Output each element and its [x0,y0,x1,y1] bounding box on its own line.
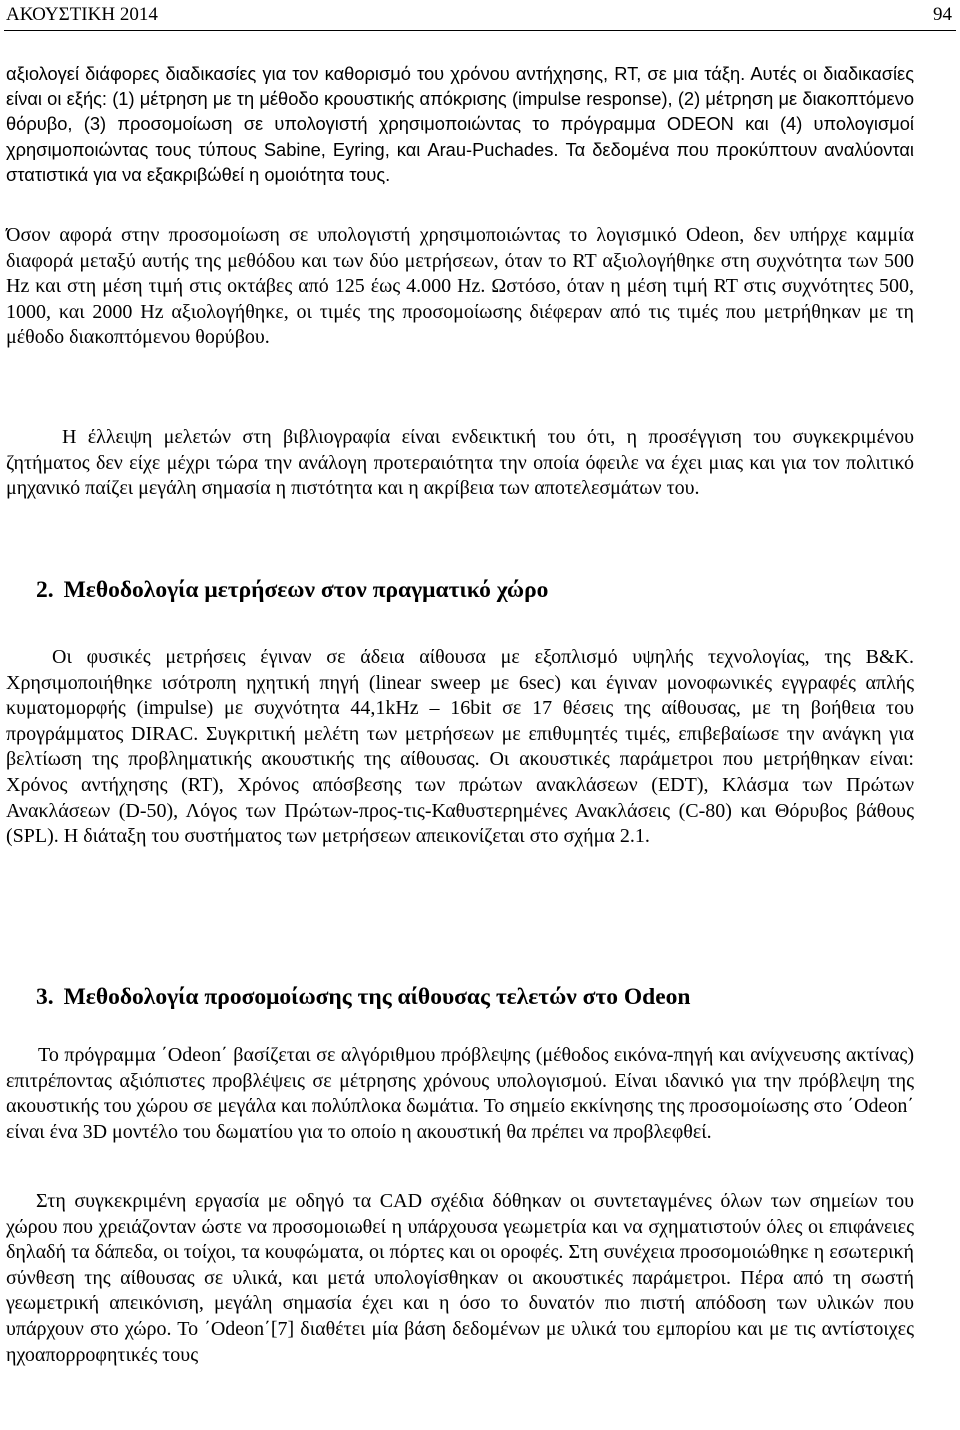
paragraph-literature-gap: Η έλλειψη μελετών στη βιβλιογραφία είναι ενδεικτική του ότι, η προσέγγιση του συγκεκριμένου ζητήματος δεν είχε μέχρι τώρα την ανάλογη προτεραιότητα την οποία όφειλε να έχει μιας και για τον πολιτικό μηχανικό παίζει μεγάλη σημασία η πιστότητα και η ακρίβεια των αποτελεσμάτων του. [6,426,914,500]
paragraph-odeon-comparison: Όσον αφορά στην προσομοίωση σε υπολογιστή χρησιμοποιώντας το λογισμικό Odeon, δεν υπήρχε καμμία διαφορά μεταξύ αυτής της μεθόδου και των δύο μετρήσεων, όταν το RT αξιολογήθηκε στη συχνότητα των 500 Hz και στη μέση τιμή στις οκτάβες από 125 έως 4.000 Hz. Ωστόσο, όταν η μέση τιμή RT στις συχνότητες 500, 1000, και 2000 Hz αξιολογήθηκε, οι τιμές της προσομοίωσης διέφεραν από τις τιμές που μετρήθηκαν με τη μέθοδο διακοπτόμενου θορύβου. [6,224,914,349]
section-number: 2. [36,577,54,603]
header-divider [4,30,956,31]
section-heading-simulation [36,982,691,1012]
page-header [6,2,952,30]
paragraph-cad-geometry: Στη συγκεκριμένη εργασία με οδηγό τα CAD σχέδια δόθηκαν οι συντεταγμένες όλων των σημείων του χώρου που χρειάζονταν ώστε να προσομοιωθεί η υπάρχουσα γεωμετρία και να σχηματιστούν όλες οι επιφάνειες δηλαδή τα δάπεδα, οι τοίχοι, τα κουφώματα, οι πόρτες και οι οροφές. Στη συνέχεια προσομοιώθηκε η εσωτερική σύνθεση της αίθουσας σε υλικά, και μετά υπολογίσθηκαν οι ακουστικές παράμετροι. Πέρα από τη σωστή γεωμετρική απεικόνιση, μεγάλη σημασία έχει και η όσο το δυνατόν πιο πιστή απόδοση των υλικών που υπάρχουν στο χώρο. Το ΄Odeon΄[7] διαθέτει μία βάση δεδομένων με υλικά του εμπορίου και με τις αντίστοιχες ηχοαπορροφητικές τους [6,1190,914,1366]
paragraph-intro-continued: αξιολογεί διάφορες διαδικασίες για τον καθορισμό του χρόνου αντήχησης, RT, σε μια τάξη. Αυτές οι διαδικασίες είναι οι εξής: (1) μέτρηση με τη μέθοδο κρουστικής απόκρισης (impulse response), (2) μέτρηση με διακοπτόμενο θόρυβο, (3) προσομοίωση σε υπολογιστή χρησιμοποιώντας το πρόγραμμα ODEON και (4) υπολογισμοί χρησιμοποιώντας τους τύπους Sabine, Eyring, και Arau-Puchades. Τα δεδομένα που προκύπτουν αναλύονται στατιστικά για να εξακριβώθεί η ομοιότητα τους. [6,63,914,185]
section-title: Μεθοδολογία προσομοίωσης της αίθουσας τελετών στο Odeon [63,984,691,1010]
header-title: ΑΚΟΥΣΤΙΚΗ 2014 [6,4,158,25]
paragraph-measurements: Οι φυσικές μετρήσεις έγιναν σε άδεια αίθουσα με εξοπλισμό υψηλής τεχνολογίας, της B&K. Χρησιμοποιήθηκε ισότροπη ηχητική πηγή (linear sweep με 6sec) και έγιναν μονοφωνικές εγγραφές απλής κυματομορφής (impulse) με συχνότητα 44,1kHz – 16bit σε 17 θέσεις της αίθουσας, με τη βοήθεια του προγράμματος DIRAC. Συγκριτική μελέτη των μετρήσεων με επιθυμητές τιμές, επιβεβαίωσε την ανάγκη για βελτίωση της προβληματικής ακουστικής της αίθουσας. Οι ακουστικές παράμετροι που μετρήθηκαν είναι: Χρόνος αντήχησης (RT), Χρόνος απόσβεσης των πρώτων ανακλάσεων (EDT), Κλάσμα των Πρώτων Ανακλάσεων (D-50), Λόγος των Πρώτων-προς-τις-Καθυστερημένες Ανακλάσεις (C-80) και Θόρυβος βάθους (SPL). Η διάταξη του συστήματος των μετρήσεων απεικονίζεται στο σχήμα 2.1. [6,646,914,848]
section-number: 3. [36,984,54,1010]
page-number: 94 [933,4,952,25]
section-title: Μεθοδολογία μετρήσεων στον πραγματικό χώρο [63,577,549,603]
section-heading-measurements [36,575,548,605]
paragraph-odeon-algorithm: Το πρόγραμμα ΄Odeon΄ βασίζεται σε αλγόριθμου πρόβλεψης (μέθοδος εικόνα-πηγή και ανίχνευσης ακτίνας) επιτρέποντας αξιόπιστες προβλέψεις σε μέτρησης χρόνους υπολογισμού. Είναι ιδανικό για την πρόβλεψη της ακουστικής του χώρου σε μεγάλα και πολύπλοκα δωμάτια. Το σημείο εκκίνησης της προσομοίωσης στο ΄Odeon΄ είναι ένα 3D μοντέλο του δωματίου για το οποίο η ακουστική θα πρέπει να προβλεφθεί. [6,1044,914,1143]
